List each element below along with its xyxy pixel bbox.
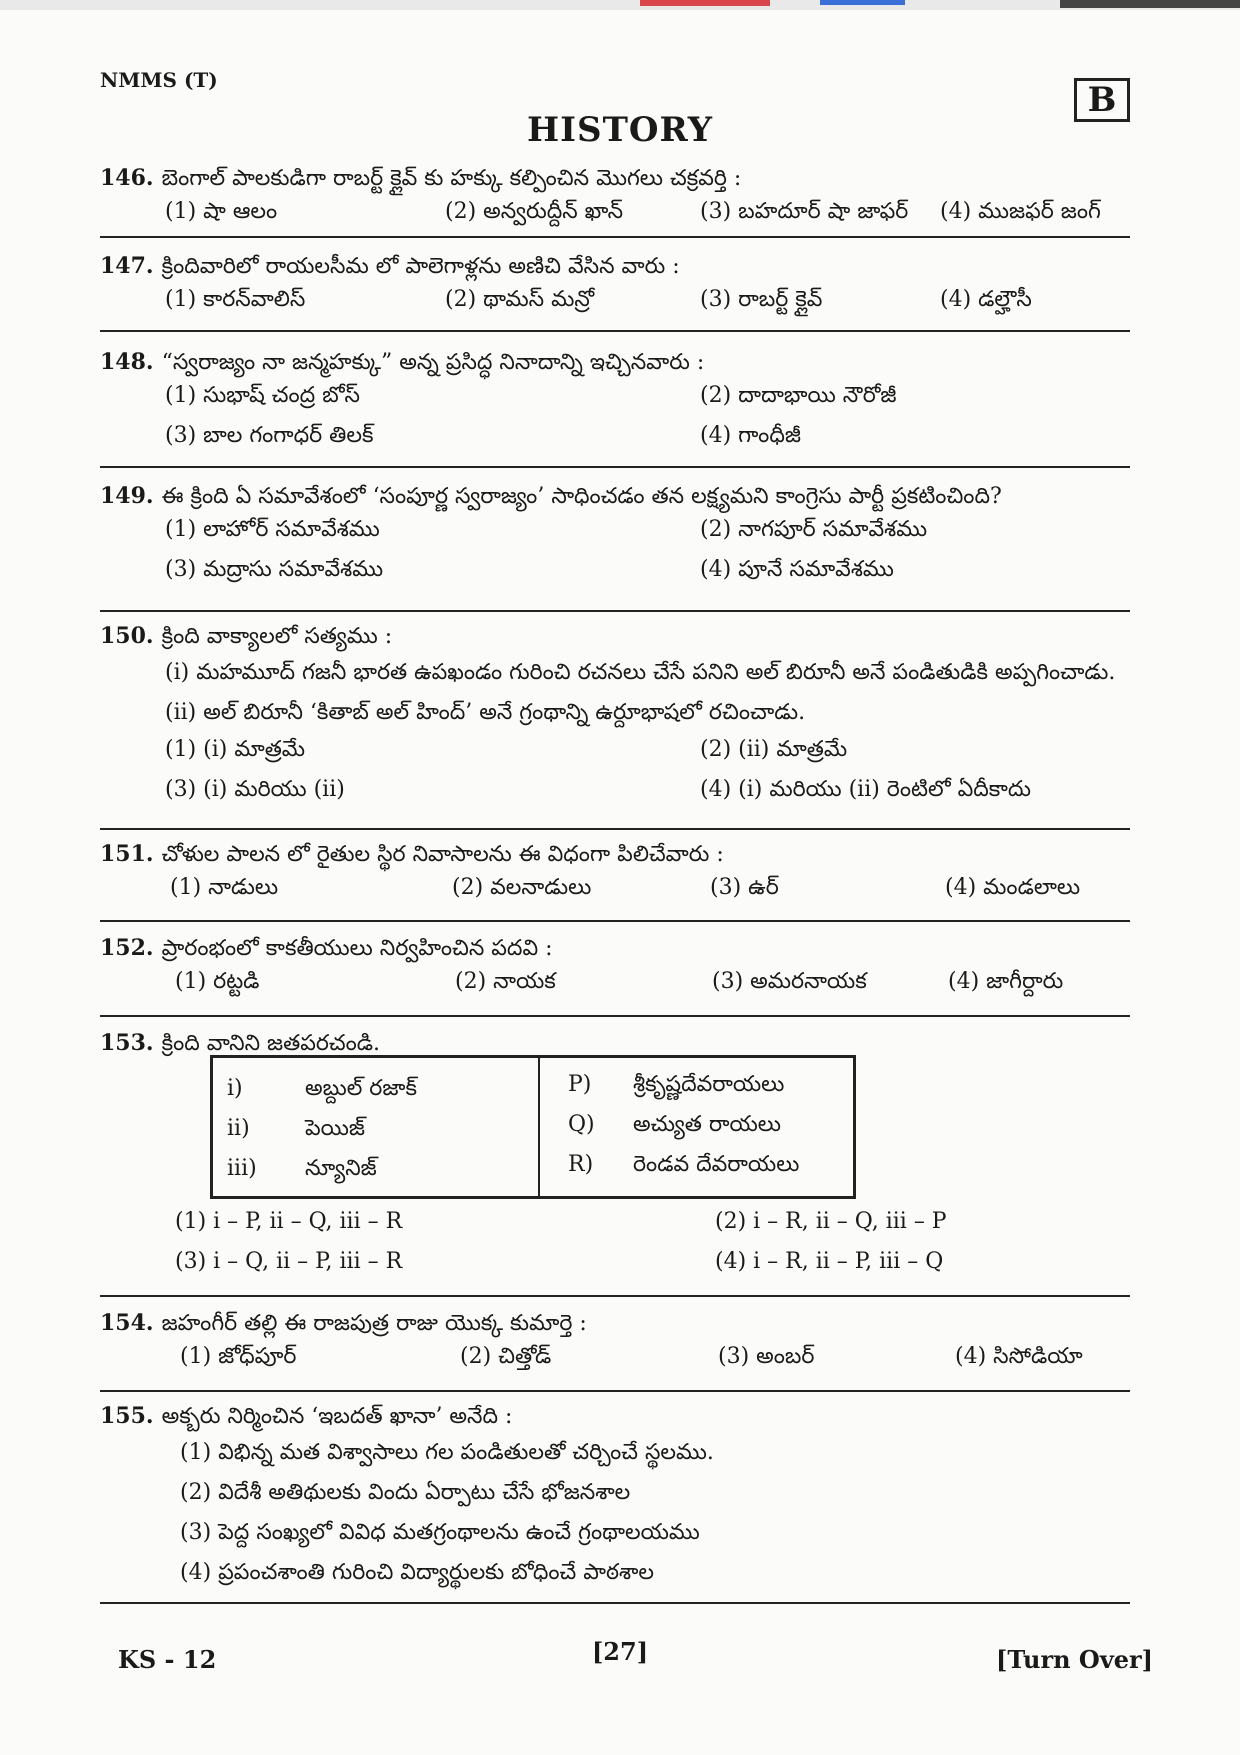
question-text: “స్వరాజ్యం నా జన్మహక్కు” అన్న ప్రసిద్ధ నినాదాన్ని ఇచ్చినవారు : <box>161 350 705 375</box>
option-3: (3) (i) మరియు (ii) <box>165 777 345 802</box>
question-153-options <box>100 1205 1130 1285</box>
question-147 <box>100 250 1130 323</box>
option-1: (1) విభిన్న మత విశ్వాసాలు గల పండితులతో చర్చించే స్థలము. <box>180 1440 714 1465</box>
option-3: (3) i – Q, ii – P, iii – R <box>175 1249 403 1274</box>
question-text: క్రింది వానిని జతపరచండి. <box>161 1031 381 1056</box>
match-left-item: పెయిజ్ <box>305 1116 366 1141</box>
statement-ii: (ii) అల్ బిరూనీ ‘కితాబ్ అల్ హింద్’ అనే గ్రంథాన్ని ఉర్దూభాషలో రచించాడు. <box>165 700 806 725</box>
match-right-label: R) <box>568 1152 594 1177</box>
match-left-label: iii) <box>227 1156 257 1181</box>
match-right-label: Q) <box>568 1112 595 1137</box>
question-number: 146. <box>100 165 154 191</box>
question-number: 151. <box>100 841 154 867</box>
question-text: బెంగాల్ పాలకుడిగా రాబర్ట్ క్లైవ్ కు హక్కు కల్పించిన మొగలు చక్రవర్తి : <box>161 166 742 191</box>
question-number: 154. <box>100 1310 154 1336</box>
question-text: క్రిందివారిలో రాయలసీమ లో పాలెగాళ్లను అణిచి వేసిన వారు : <box>161 254 680 279</box>
match-table-divider <box>538 1058 540 1196</box>
option-3: (3) మద్రాసు సమావేశము <box>165 557 384 582</box>
option-1: (1) లాహోర్ సమావేశము <box>165 517 380 542</box>
option-2: (2) అన్వరుద్దీన్ ఖాన్ <box>445 199 624 224</box>
match-left-label: ii) <box>227 1116 250 1141</box>
set-code-box: B <box>1074 78 1130 122</box>
option-1: (1) సుభాష్ చంద్ర బోస్ <box>165 383 360 408</box>
option-1: (1) కారన్‌వాలిస్ <box>165 287 306 312</box>
question-divider <box>100 466 1130 468</box>
match-left-item: అబ్దుల్ రజాక్ <box>305 1076 417 1101</box>
question-text: ఈ క్రింది ఏ సమావేశంలో ‘సంపూర్ణ స్వరాజ్యం’ సాధించడం తన లక్ష్యమని కాంగ్రెసు పార్టీ ప్రకటించింది? <box>161 484 1002 509</box>
question-152 <box>100 932 1130 1005</box>
paper-code: NMMS (T) <box>100 68 218 92</box>
option-3: (3) ఉర్ <box>710 875 779 900</box>
question-divider <box>100 828 1130 830</box>
option-1: (1) రట్టడి <box>175 969 260 994</box>
turn-over-note: [Turn Over] <box>996 1645 1154 1674</box>
question-148 <box>100 346 1130 459</box>
question-divider <box>100 236 1130 238</box>
scan-edge-red-mark <box>640 0 770 6</box>
section-title: HISTORY <box>527 110 713 150</box>
option-4: (4) ముజఫర్ జంగ్ <box>940 199 1101 224</box>
scan-top-edge <box>0 0 1240 10</box>
question-text: ప్రారంభంలో కాకతీయులు నిర్వహించిన పదవి : <box>161 936 553 961</box>
option-2: (2) దాదాభాయి నౌరోజీ <box>700 383 897 408</box>
question-text: జహంగీర్ తల్లి ఈ రాజపుత్ర రాజు యొక్క కుమార్తె : <box>161 1311 587 1336</box>
option-3: (3) అమరనాయక <box>712 969 867 994</box>
option-2: (2) i – R, ii – Q, iii – P <box>715 1209 947 1234</box>
option-4: (4) i – R, ii – P, iii – Q <box>715 1249 944 1274</box>
option-4: (4) సిసోడియా <box>955 1344 1083 1369</box>
match-right-item: శ్రీకృష్ణదేవరాయలు <box>633 1072 785 1097</box>
question-number: 155. <box>100 1403 154 1429</box>
question-divider <box>100 920 1130 922</box>
question-text: క్రింది వాక్యాలలో సత్యము : <box>161 624 393 649</box>
option-1: (1) జోధ్‌పూర్ <box>180 1344 297 1369</box>
option-4: (4) డల్హౌసీ <box>940 287 1032 312</box>
option-3: (3) అంబర్ <box>718 1344 815 1369</box>
match-right-item: రెండవ దేవరాయలు <box>633 1152 800 1177</box>
booklet-code: KS - 12 <box>118 1645 217 1674</box>
question-number: 150. <box>100 623 154 649</box>
question-151 <box>100 838 1130 911</box>
question-number: 149. <box>100 483 154 509</box>
option-3: (3) బహదూర్ షా జాఫర్ <box>700 199 909 224</box>
option-1: (1) (i) మాత్రమే <box>165 737 306 762</box>
scan-edge-blue-mark <box>820 0 905 5</box>
question-number: 147. <box>100 253 154 279</box>
option-1: (1) నాడులు <box>170 875 279 900</box>
question-number: 148. <box>100 349 154 375</box>
question-divider <box>100 1015 1130 1017</box>
question-number: 153. <box>100 1030 154 1056</box>
question-146 <box>100 162 1130 235</box>
option-1: (1) షా ఆలం <box>165 199 278 224</box>
question-divider <box>100 1295 1130 1297</box>
match-table <box>210 1055 856 1199</box>
option-4: (4) పూనే సమావేశము <box>700 557 894 582</box>
option-3: (3) రాబర్ట్ క్లైవ్ <box>700 287 823 312</box>
question-number: 152. <box>100 935 154 961</box>
scan-edge-dark-mark <box>1060 0 1240 8</box>
question-150 <box>100 620 1130 813</box>
question-text: అక్బరు నిర్మించిన ‘ఇబదత్ ఖానా’ అనేది : <box>161 1404 513 1429</box>
question-155 <box>100 1400 1130 1593</box>
statement-i: (i) మహమూద్ గజనీ భారత ఉపఖండం గురించి రచనలు చేసే పనిని అల్ బిరూనీ అనే పండితుడికి అప్పగించాడు. <box>165 660 1116 685</box>
option-2: (2) చిత్తోడ్ <box>460 1344 552 1369</box>
option-3: (3) బాల గంగాధర్ తిలక్ <box>165 423 374 448</box>
option-4: (4) (i) మరియు (ii) రెంటిలో ఏదీకాదు <box>700 777 1032 802</box>
option-2: (2) విదేశీ అతిథులకు విందు ఏర్పాటు చేసే భోజనశాల <box>180 1480 631 1505</box>
option-3: (3) పెద్ద సంఖ్యలో వివిధ మతగ్రంథాలను ఉంచే గ్రంథాలయము <box>180 1520 700 1545</box>
option-4: (4) జాగీర్దారు <box>948 969 1064 994</box>
page-number: [27] <box>591 1637 649 1666</box>
match-left-item: న్యూనిజ్ <box>305 1156 377 1181</box>
question-149 <box>100 480 1130 593</box>
question-divider <box>100 1602 1130 1604</box>
option-2: (2) నాయక <box>455 969 556 994</box>
match-left-label: i) <box>227 1076 243 1101</box>
option-2: (2) (ii) మాత్రమే <box>700 737 848 762</box>
option-4: (4) ప్రపంచశాంతి గురించి విద్యార్థులకు బోధించే పాఠశాల <box>180 1560 654 1585</box>
option-2: (2) థామస్ మన్రో <box>445 287 595 312</box>
question-divider <box>100 610 1130 612</box>
question-divider <box>100 330 1130 332</box>
question-text: చోళుల పాలన లో రైతుల స్థిర నివాసాలను ఈ విధంగా పిలిచేవారు : <box>161 842 724 867</box>
question-divider <box>100 1390 1130 1392</box>
question-154 <box>100 1307 1130 1380</box>
option-2: (2) వలనాడులు <box>452 875 592 900</box>
option-1: (1) i – P, ii – Q, iii – R <box>175 1209 403 1234</box>
option-4: (4) గాంధీజీ <box>700 423 801 448</box>
option-2: (2) నాగపూర్ సమావేశము <box>700 517 928 542</box>
match-right-label: P) <box>568 1072 592 1097</box>
match-right-item: అచ్యుత రాయలు <box>633 1112 781 1137</box>
option-4: (4) మండలాలు <box>945 875 1081 900</box>
